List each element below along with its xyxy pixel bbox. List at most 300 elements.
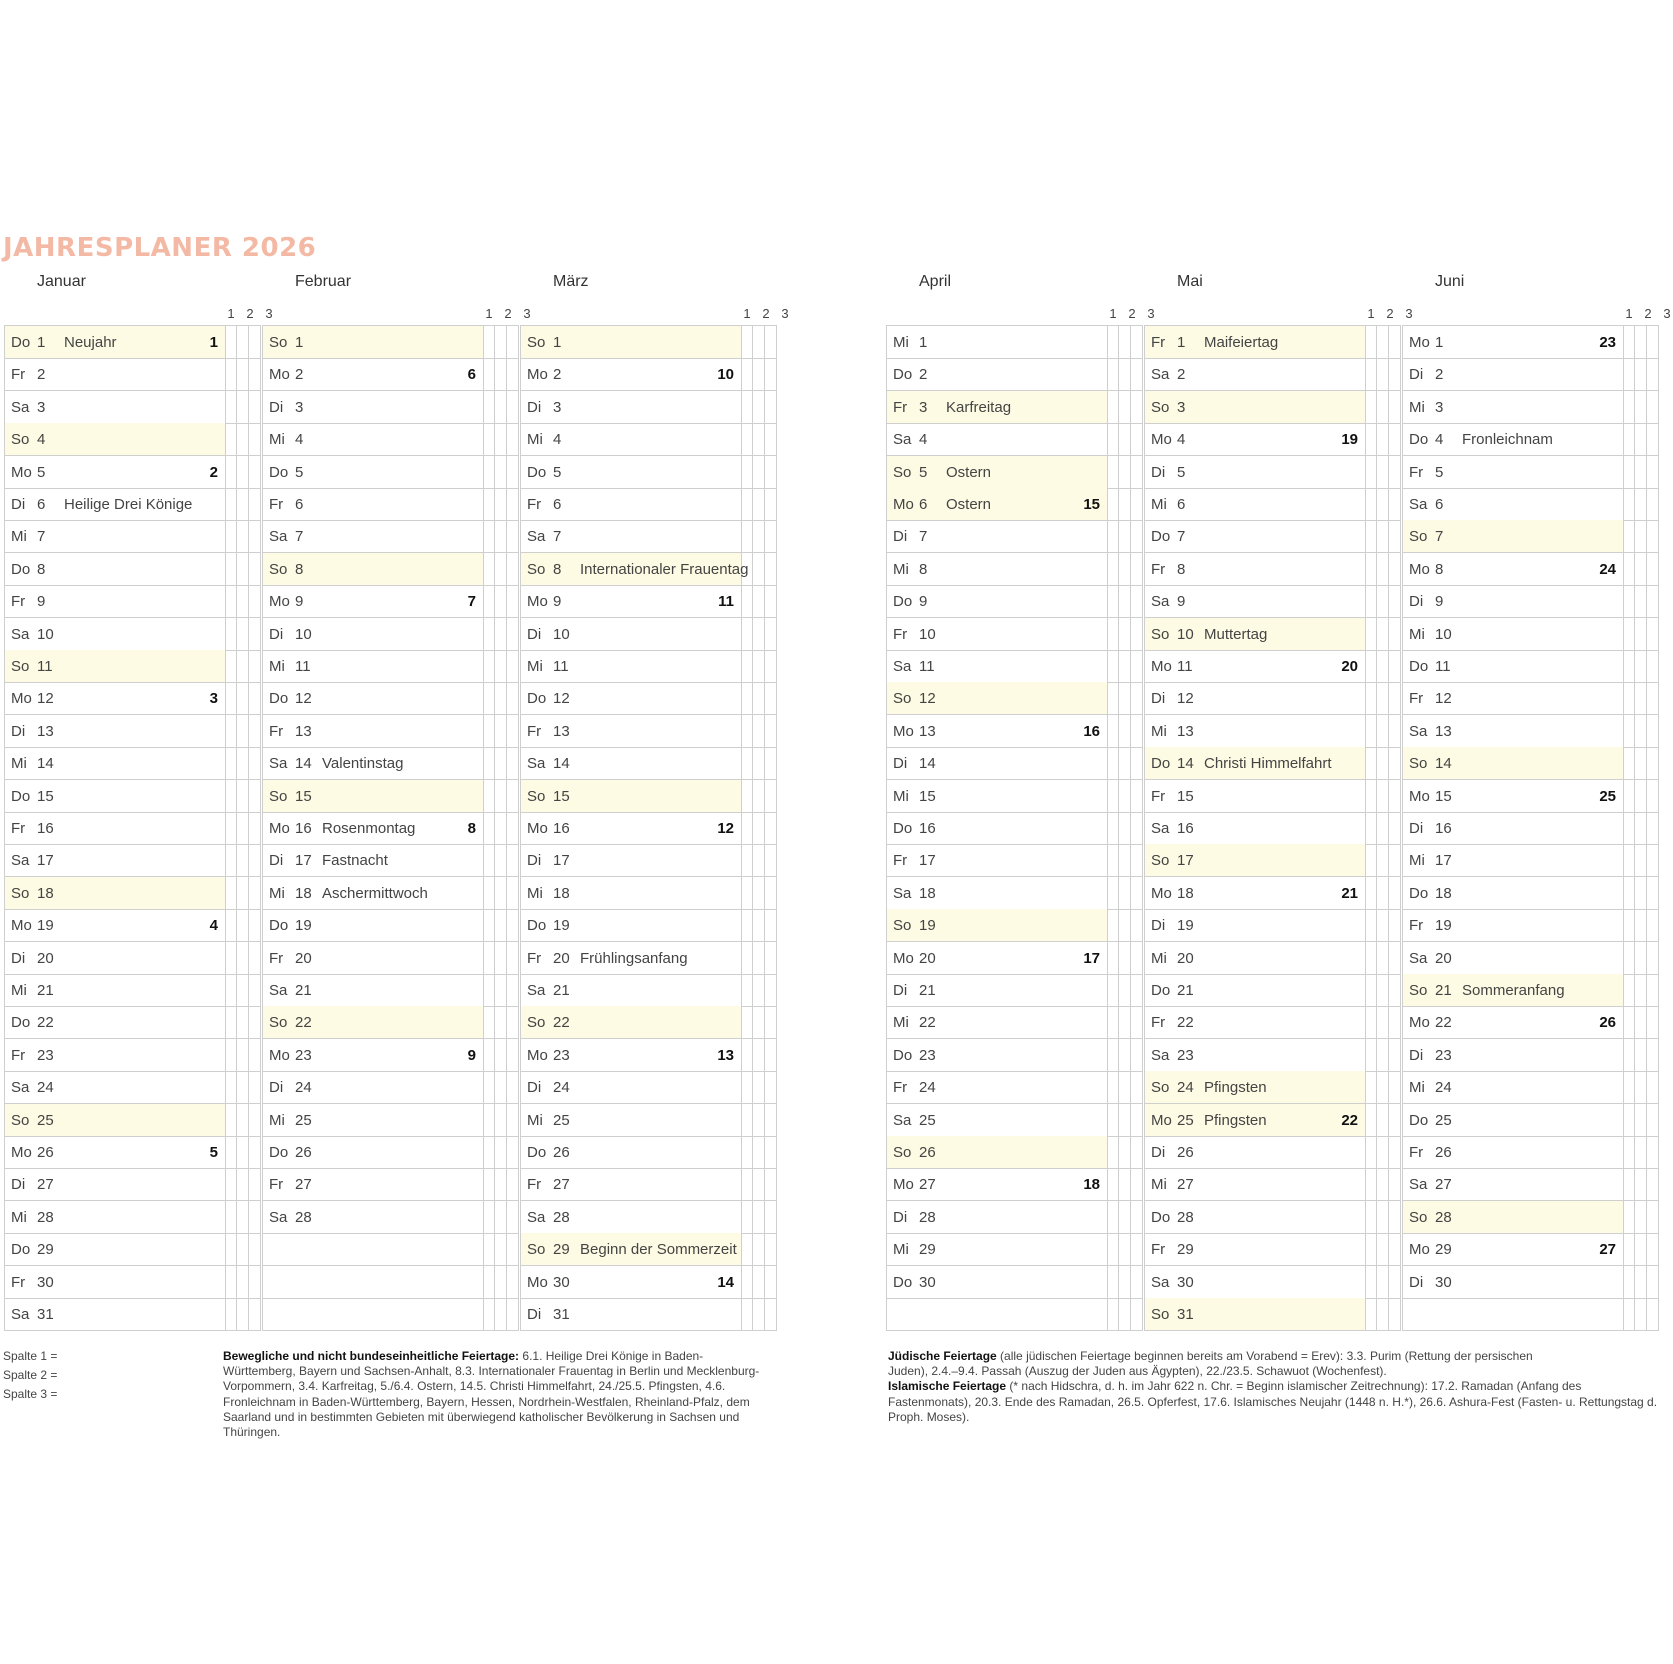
day-cell[interactable] bbox=[1145, 812, 1366, 844]
day-row[interactable] bbox=[521, 812, 777, 845]
check-column-3[interactable] bbox=[1648, 747, 1659, 779]
check-column-1[interactable] bbox=[742, 715, 753, 747]
check-column-2[interactable] bbox=[754, 423, 765, 455]
day-row[interactable] bbox=[1145, 1104, 1401, 1137]
day-row[interactable] bbox=[263, 1136, 519, 1169]
check-column-2[interactable] bbox=[496, 423, 507, 455]
day-row[interactable] bbox=[521, 423, 777, 456]
check-column-2[interactable] bbox=[1378, 715, 1389, 747]
day-row[interactable] bbox=[521, 942, 777, 975]
check-column-3[interactable] bbox=[1132, 553, 1143, 585]
check-column-1[interactable] bbox=[1108, 488, 1119, 520]
check-column-2[interactable] bbox=[754, 1039, 765, 1071]
check-column-3[interactable] bbox=[1390, 326, 1401, 358]
day-row[interactable] bbox=[521, 488, 777, 521]
check-column-3[interactable] bbox=[766, 585, 777, 617]
check-column-3[interactable] bbox=[508, 844, 519, 876]
day-cell[interactable] bbox=[887, 520, 1108, 552]
day-cell[interactable] bbox=[521, 780, 742, 812]
check-column-1[interactable] bbox=[484, 812, 495, 844]
check-column-2[interactable] bbox=[754, 1104, 765, 1136]
check-column-3[interactable] bbox=[250, 1039, 261, 1071]
day-row[interactable] bbox=[5, 391, 261, 424]
day-cell[interactable] bbox=[1403, 1136, 1624, 1168]
day-row[interactable] bbox=[1403, 650, 1659, 683]
day-cell[interactable] bbox=[5, 1104, 226, 1136]
check-column-2[interactable] bbox=[1120, 877, 1131, 909]
check-column-2[interactable] bbox=[754, 553, 765, 585]
check-column-3[interactable] bbox=[1132, 618, 1143, 650]
check-column-2[interactable] bbox=[754, 456, 765, 488]
day-row[interactable] bbox=[5, 488, 261, 521]
check-column-2[interactable] bbox=[1636, 747, 1647, 779]
day-row[interactable] bbox=[1403, 488, 1659, 521]
day-cell[interactable] bbox=[5, 585, 226, 617]
day-cell[interactable] bbox=[5, 715, 226, 747]
check-column-1[interactable] bbox=[226, 780, 237, 812]
day-row[interactable] bbox=[1145, 877, 1401, 910]
check-column-3[interactable] bbox=[1648, 423, 1659, 455]
check-column-2[interactable] bbox=[1636, 942, 1647, 974]
check-column-2[interactable] bbox=[1636, 1266, 1647, 1298]
day-row[interactable] bbox=[5, 650, 261, 683]
day-row[interactable] bbox=[1145, 812, 1401, 845]
check-column-1[interactable] bbox=[1624, 456, 1635, 488]
check-column-2[interactable] bbox=[238, 877, 249, 909]
check-column-1[interactable] bbox=[1366, 877, 1377, 909]
check-column-2[interactable] bbox=[496, 618, 507, 650]
check-column-1[interactable] bbox=[1108, 520, 1119, 552]
check-column-3[interactable] bbox=[766, 1071, 777, 1103]
check-column-1[interactable] bbox=[1624, 844, 1635, 876]
day-cell[interactable] bbox=[263, 1201, 484, 1233]
day-row[interactable] bbox=[263, 553, 519, 586]
day-cell[interactable] bbox=[887, 1006, 1108, 1038]
check-column-3[interactable] bbox=[1132, 682, 1143, 714]
check-column-3[interactable] bbox=[250, 715, 261, 747]
day-row[interactable] bbox=[1403, 1104, 1659, 1137]
check-column-3[interactable] bbox=[1132, 747, 1143, 779]
check-column-1[interactable] bbox=[1624, 1266, 1635, 1298]
check-column-1[interactable] bbox=[1108, 423, 1119, 455]
day-cell[interactable] bbox=[521, 1136, 742, 1168]
check-column-1[interactable] bbox=[484, 974, 495, 1006]
check-column-3[interactable] bbox=[766, 488, 777, 520]
day-cell[interactable] bbox=[5, 1071, 226, 1103]
day-row[interactable] bbox=[1403, 877, 1659, 910]
day-row[interactable] bbox=[263, 844, 519, 877]
day-row[interactable] bbox=[263, 618, 519, 651]
day-cell[interactable] bbox=[521, 1104, 742, 1136]
check-column-2[interactable] bbox=[1636, 1168, 1647, 1200]
day-row[interactable] bbox=[263, 326, 519, 359]
day-row[interactable] bbox=[5, 423, 261, 456]
day-row[interactable] bbox=[1145, 942, 1401, 975]
check-column-3[interactable] bbox=[1132, 780, 1143, 812]
check-column-1[interactable] bbox=[1108, 1071, 1119, 1103]
check-column-1[interactable] bbox=[226, 1006, 237, 1038]
check-column-2[interactable] bbox=[496, 520, 507, 552]
check-column-1[interactable] bbox=[1366, 358, 1377, 390]
day-cell[interactable] bbox=[1403, 650, 1624, 682]
day-cell[interactable] bbox=[887, 844, 1108, 876]
check-column-3[interactable] bbox=[1132, 488, 1143, 520]
check-column-2[interactable] bbox=[1120, 780, 1131, 812]
day-row[interactable] bbox=[1403, 1136, 1659, 1169]
check-column-2[interactable] bbox=[1378, 650, 1389, 682]
check-column-2[interactable] bbox=[1636, 682, 1647, 714]
check-column-1[interactable] bbox=[1624, 326, 1635, 358]
check-column-3[interactable] bbox=[1648, 650, 1659, 682]
check-column-2[interactable] bbox=[1378, 456, 1389, 488]
day-row[interactable] bbox=[5, 1233, 261, 1266]
day-row[interactable] bbox=[263, 391, 519, 424]
check-column-1[interactable] bbox=[1624, 650, 1635, 682]
check-column-1[interactable] bbox=[1624, 1233, 1635, 1265]
day-row[interactable] bbox=[5, 456, 261, 489]
day-cell[interactable] bbox=[887, 391, 1108, 423]
check-column-2[interactable] bbox=[496, 553, 507, 585]
day-cell[interactable] bbox=[1403, 358, 1624, 390]
check-column-1[interactable] bbox=[226, 618, 237, 650]
day-cell[interactable] bbox=[5, 358, 226, 390]
check-column-3[interactable] bbox=[250, 391, 261, 423]
day-row[interactable] bbox=[263, 1071, 519, 1104]
day-cell[interactable] bbox=[1403, 747, 1624, 779]
day-row[interactable] bbox=[521, 358, 777, 391]
day-row[interactable] bbox=[887, 780, 1143, 813]
check-column-1[interactable] bbox=[484, 942, 495, 974]
day-row[interactable] bbox=[1403, 974, 1659, 1007]
check-column-3[interactable] bbox=[766, 553, 777, 585]
day-row[interactable] bbox=[1145, 618, 1401, 651]
day-row[interactable] bbox=[1145, 1298, 1401, 1331]
check-column-1[interactable] bbox=[1108, 877, 1119, 909]
check-column-3[interactable] bbox=[1132, 844, 1143, 876]
check-column-3[interactable] bbox=[766, 1168, 777, 1200]
day-cell[interactable] bbox=[887, 1136, 1108, 1168]
check-column-2[interactable] bbox=[754, 844, 765, 876]
check-column-1[interactable] bbox=[1366, 391, 1377, 423]
day-row[interactable] bbox=[5, 942, 261, 975]
check-column-2[interactable] bbox=[496, 1104, 507, 1136]
day-cell[interactable] bbox=[887, 1071, 1108, 1103]
check-column-2[interactable] bbox=[238, 1201, 249, 1233]
check-column-3[interactable] bbox=[1390, 974, 1401, 1006]
check-column-1[interactable] bbox=[1624, 520, 1635, 552]
day-row[interactable] bbox=[521, 1233, 777, 1266]
day-cell[interactable] bbox=[1403, 682, 1624, 714]
check-column-2[interactable] bbox=[1378, 942, 1389, 974]
check-column-1[interactable] bbox=[1108, 618, 1119, 650]
day-row[interactable] bbox=[887, 456, 1143, 489]
check-column-3[interactable] bbox=[250, 488, 261, 520]
check-column-2[interactable] bbox=[1636, 974, 1647, 1006]
check-column-3[interactable] bbox=[1132, 1201, 1143, 1233]
day-cell[interactable] bbox=[887, 747, 1108, 779]
check-column-1[interactable] bbox=[742, 1104, 753, 1136]
day-cell[interactable] bbox=[263, 974, 484, 1006]
check-column-3[interactable] bbox=[1648, 1233, 1659, 1265]
check-column-1[interactable] bbox=[226, 585, 237, 617]
day-row[interactable] bbox=[521, 877, 777, 910]
check-column-1[interactable] bbox=[226, 1266, 237, 1298]
day-cell[interactable] bbox=[263, 326, 484, 358]
day-cell[interactable] bbox=[887, 1266, 1108, 1298]
day-cell[interactable] bbox=[887, 974, 1108, 1006]
check-column-2[interactable] bbox=[1636, 909, 1647, 941]
check-column-3[interactable] bbox=[508, 391, 519, 423]
day-row[interactable] bbox=[5, 715, 261, 748]
check-column-2[interactable] bbox=[754, 488, 765, 520]
check-column-3[interactable] bbox=[508, 1006, 519, 1038]
day-cell[interactable] bbox=[1145, 942, 1366, 974]
check-column-2[interactable] bbox=[1636, 1104, 1647, 1136]
check-column-3[interactable] bbox=[250, 553, 261, 585]
day-row[interactable] bbox=[5, 585, 261, 618]
check-column-3[interactable] bbox=[766, 650, 777, 682]
check-column-3[interactable] bbox=[1648, 358, 1659, 390]
check-column-1[interactable] bbox=[1366, 650, 1377, 682]
day-cell[interactable] bbox=[887, 326, 1108, 358]
day-cell[interactable] bbox=[263, 812, 484, 844]
day-row[interactable] bbox=[521, 326, 777, 359]
check-column-1[interactable] bbox=[1624, 1104, 1635, 1136]
check-column-2[interactable] bbox=[496, 391, 507, 423]
day-row[interactable] bbox=[5, 1136, 261, 1169]
check-column-1[interactable] bbox=[1108, 1266, 1119, 1298]
check-column-2[interactable] bbox=[238, 942, 249, 974]
day-cell[interactable] bbox=[263, 1071, 484, 1103]
day-cell[interactable] bbox=[1145, 553, 1366, 585]
check-column-3[interactable] bbox=[250, 747, 261, 779]
day-cell[interactable] bbox=[521, 877, 742, 909]
check-column-3[interactable] bbox=[1390, 650, 1401, 682]
day-row[interactable] bbox=[1145, 909, 1401, 942]
check-column-2[interactable] bbox=[1636, 1006, 1647, 1038]
day-row[interactable] bbox=[521, 1298, 777, 1331]
day-cell[interactable] bbox=[887, 682, 1108, 714]
check-column-1[interactable] bbox=[1108, 391, 1119, 423]
check-column-3[interactable] bbox=[250, 618, 261, 650]
check-column-3[interactable] bbox=[1648, 520, 1659, 552]
check-column-2[interactable] bbox=[1120, 844, 1131, 876]
check-column-1[interactable] bbox=[226, 358, 237, 390]
day-cell[interactable] bbox=[521, 682, 742, 714]
day-row[interactable] bbox=[1145, 682, 1401, 715]
check-column-2[interactable] bbox=[1378, 520, 1389, 552]
day-cell[interactable] bbox=[263, 715, 484, 747]
check-column-3[interactable] bbox=[1390, 618, 1401, 650]
day-row[interactable] bbox=[1403, 326, 1659, 359]
check-column-2[interactable] bbox=[238, 1233, 249, 1265]
check-column-2[interactable] bbox=[496, 1201, 507, 1233]
day-cell[interactable] bbox=[1145, 1104, 1366, 1136]
check-column-3[interactable] bbox=[766, 1136, 777, 1168]
day-cell[interactable] bbox=[521, 650, 742, 682]
check-column-2[interactable] bbox=[1120, 650, 1131, 682]
check-column-1[interactable] bbox=[1108, 326, 1119, 358]
check-column-3[interactable] bbox=[1390, 844, 1401, 876]
check-column-1[interactable] bbox=[742, 520, 753, 552]
check-column-2[interactable] bbox=[1378, 844, 1389, 876]
check-column-2[interactable] bbox=[1636, 1233, 1647, 1265]
check-column-1[interactable] bbox=[1624, 391, 1635, 423]
check-column-2[interactable] bbox=[496, 1006, 507, 1038]
day-cell[interactable] bbox=[263, 358, 484, 390]
check-column-3[interactable] bbox=[1132, 456, 1143, 488]
check-column-1[interactable] bbox=[226, 488, 237, 520]
check-column-1[interactable] bbox=[742, 1136, 753, 1168]
check-column-1[interactable] bbox=[742, 780, 753, 812]
check-column-3[interactable] bbox=[1132, 1136, 1143, 1168]
check-column-3[interactable] bbox=[250, 844, 261, 876]
day-cell[interactable] bbox=[1145, 358, 1366, 390]
day-row[interactable] bbox=[1403, 812, 1659, 845]
day-cell[interactable] bbox=[887, 909, 1108, 941]
check-column-3[interactable] bbox=[1132, 423, 1143, 455]
check-column-3[interactable] bbox=[1648, 780, 1659, 812]
day-row[interactable] bbox=[887, 585, 1143, 618]
day-row[interactable] bbox=[1403, 715, 1659, 748]
check-column-2[interactable] bbox=[238, 1039, 249, 1071]
day-row[interactable] bbox=[5, 974, 261, 1007]
check-column-2[interactable] bbox=[754, 1201, 765, 1233]
check-column-2[interactable] bbox=[238, 326, 249, 358]
day-cell[interactable] bbox=[1145, 747, 1366, 779]
day-row[interactable] bbox=[263, 780, 519, 813]
check-column-1[interactable] bbox=[1624, 1201, 1635, 1233]
check-column-1[interactable] bbox=[226, 456, 237, 488]
check-column-3[interactable] bbox=[250, 974, 261, 1006]
check-column-2[interactable] bbox=[754, 715, 765, 747]
check-column-2[interactable] bbox=[1120, 909, 1131, 941]
check-column-1[interactable] bbox=[484, 1039, 495, 1071]
check-column-2[interactable] bbox=[238, 844, 249, 876]
check-column-1[interactable] bbox=[484, 844, 495, 876]
day-cell[interactable] bbox=[5, 780, 226, 812]
day-row[interactable] bbox=[1403, 391, 1659, 424]
check-column-1[interactable] bbox=[1624, 618, 1635, 650]
check-column-2[interactable] bbox=[1120, 1266, 1131, 1298]
day-row[interactable] bbox=[887, 650, 1143, 683]
day-row[interactable] bbox=[521, 909, 777, 942]
day-row[interactable] bbox=[521, 520, 777, 553]
day-row[interactable] bbox=[887, 747, 1143, 780]
day-cell[interactable] bbox=[5, 650, 226, 682]
day-row[interactable] bbox=[1145, 553, 1401, 586]
check-column-2[interactable] bbox=[496, 844, 507, 876]
check-column-1[interactable] bbox=[1108, 747, 1119, 779]
check-column-3[interactable] bbox=[250, 1298, 261, 1330]
check-column-2[interactable] bbox=[1378, 423, 1389, 455]
day-row[interactable] bbox=[1403, 456, 1659, 489]
check-column-3[interactable] bbox=[508, 488, 519, 520]
day-cell[interactable] bbox=[263, 844, 484, 876]
check-column-1[interactable] bbox=[1624, 1039, 1635, 1071]
check-column-1[interactable] bbox=[484, 909, 495, 941]
check-column-3[interactable] bbox=[250, 812, 261, 844]
check-column-3[interactable] bbox=[766, 1233, 777, 1265]
day-row[interactable] bbox=[887, 520, 1143, 553]
check-column-3[interactable] bbox=[766, 456, 777, 488]
check-column-3[interactable] bbox=[766, 391, 777, 423]
check-column-2[interactable] bbox=[496, 747, 507, 779]
day-cell[interactable] bbox=[521, 909, 742, 941]
check-column-1[interactable] bbox=[1366, 1104, 1377, 1136]
check-column-3[interactable] bbox=[1132, 1071, 1143, 1103]
check-column-1[interactable] bbox=[1108, 715, 1119, 747]
check-column-3[interactable] bbox=[1132, 326, 1143, 358]
check-column-1[interactable] bbox=[1108, 585, 1119, 617]
check-column-2[interactable] bbox=[496, 1039, 507, 1071]
check-column-2[interactable] bbox=[496, 585, 507, 617]
day-row[interactable] bbox=[887, 423, 1143, 456]
check-column-2[interactable] bbox=[238, 747, 249, 779]
check-column-2[interactable] bbox=[754, 909, 765, 941]
check-column-3[interactable] bbox=[250, 520, 261, 552]
day-cell[interactable] bbox=[263, 488, 484, 520]
day-row[interactable] bbox=[1145, 1071, 1401, 1104]
day-cell[interactable] bbox=[1403, 1006, 1624, 1038]
check-column-2[interactable] bbox=[1636, 1136, 1647, 1168]
check-column-1[interactable] bbox=[1624, 877, 1635, 909]
day-row[interactable] bbox=[1403, 1071, 1659, 1104]
check-column-2[interactable] bbox=[238, 1104, 249, 1136]
day-cell[interactable] bbox=[1403, 1233, 1624, 1265]
check-column-3[interactable] bbox=[1648, 391, 1659, 423]
check-column-3[interactable] bbox=[766, 1104, 777, 1136]
day-row[interactable] bbox=[521, 1266, 777, 1299]
day-row[interactable] bbox=[263, 456, 519, 489]
day-cell[interactable] bbox=[263, 553, 484, 585]
check-column-3[interactable] bbox=[1390, 812, 1401, 844]
check-column-1[interactable] bbox=[226, 1201, 237, 1233]
check-column-3[interactable] bbox=[1390, 715, 1401, 747]
day-row[interactable] bbox=[263, 877, 519, 910]
check-column-2[interactable] bbox=[1378, 1266, 1389, 1298]
check-column-2[interactable] bbox=[1120, 1168, 1131, 1200]
day-cell[interactable] bbox=[263, 909, 484, 941]
check-column-2[interactable] bbox=[238, 1136, 249, 1168]
check-column-2[interactable] bbox=[754, 974, 765, 1006]
day-cell[interactable] bbox=[887, 456, 1108, 488]
check-column-1[interactable] bbox=[1624, 747, 1635, 779]
check-column-2[interactable] bbox=[238, 1298, 249, 1330]
day-cell[interactable] bbox=[1403, 1168, 1624, 1200]
check-column-3[interactable] bbox=[508, 812, 519, 844]
check-column-1[interactable] bbox=[742, 1071, 753, 1103]
check-column-1[interactable] bbox=[1108, 553, 1119, 585]
check-column-1[interactable] bbox=[1108, 1201, 1119, 1233]
day-cell[interactable] bbox=[5, 391, 226, 423]
check-column-2[interactable] bbox=[496, 1071, 507, 1103]
check-column-1[interactable] bbox=[1108, 456, 1119, 488]
check-column-3[interactable] bbox=[250, 1104, 261, 1136]
day-cell[interactable] bbox=[5, 682, 226, 714]
check-column-3[interactable] bbox=[1390, 585, 1401, 617]
day-cell[interactable] bbox=[1145, 1298, 1366, 1330]
day-row[interactable] bbox=[1403, 942, 1659, 975]
check-column-2[interactable] bbox=[496, 780, 507, 812]
check-column-3[interactable] bbox=[766, 618, 777, 650]
check-column-2[interactable] bbox=[238, 909, 249, 941]
day-row[interactable] bbox=[5, 812, 261, 845]
check-column-3[interactable] bbox=[1648, 1168, 1659, 1200]
day-cell[interactable] bbox=[521, 553, 749, 585]
check-column-1[interactable] bbox=[742, 1039, 753, 1071]
day-cell[interactable] bbox=[1145, 682, 1366, 714]
